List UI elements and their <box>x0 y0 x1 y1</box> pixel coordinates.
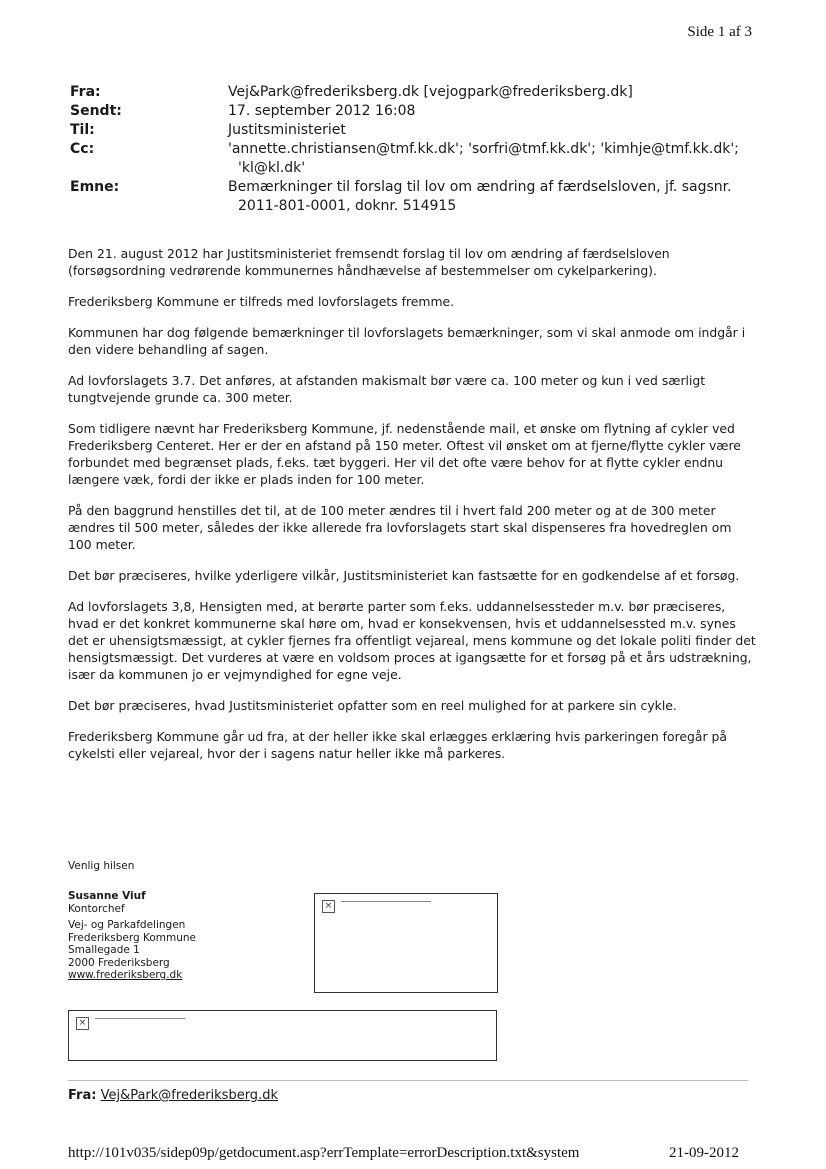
subject-line1: Bemærkninger til forslag til lov om ændring af færdselsloven, jf. sagsnr. <box>228 179 732 195</box>
body-paragraph: På den baggrund henstilles det til, at de 100 meter ændres til i hvert fald 200 meter og at de 300 meter ændres til 500 meter, således der ikke allerede fra lovforslagets start skal dispenseres fra hovedreglen om 100 meter. <box>68 503 732 552</box>
to-value: Justitsministeriet <box>228 122 346 138</box>
header-row-sent <box>70 102 760 121</box>
subject-line2: 2011-801-0001, doknr. 514915 <box>238 198 457 214</box>
body-paragraph: Den 21. august 2012 har Justitsministeriet fremsendt forslag til lov om ændring af færdselsloven (forsøgsordning vedrørende kommunernes håndhævelse af bestemmelser om cykelparkering). <box>68 246 670 278</box>
cc-value-line2: 'kl@kl.dk' <box>238 160 306 176</box>
body-paragraph: Det bør præciseres, hvilke yderligere vilkår, Justitsministeriet kan fastsætte for en godkendelse af et forsøg. <box>68 568 740 583</box>
body-paragraph: Ad lovforslagets 3,8, Hensigten med, at berørte parter som f.eks. uddannelsessteder m.v. bør præciseres, hvad er det konkret kommunerne skal høre om, hvad er konsekvensen, hvis et uddannelsessted m.v. synes det er uhensigtsmæssigt, at cykler fjernes fra offentligt vejareal, mens kommune og det lokale politi finder det hensigtsmæssigt. Det vurderes at være en voldsom proces at igangsætte for et forsøg på et års udstrækning, især da kommunen jo er vejmyndighed for egne veje. <box>68 599 756 682</box>
print-url: http://101v035/sidep09p/getdocument.asp?errTemplate=errorDescription.txt&system <box>68 1145 580 1161</box>
signature-department: Vej- og Parkafdelingen <box>68 919 186 931</box>
signature-city: 2000 Frederiksberg <box>68 956 170 969</box>
signature-organization: Frederiksberg Kommune <box>68 931 197 944</box>
broken-image-icon: × <box>322 900 335 913</box>
broken-image-alt-line <box>341 901 431 902</box>
quoted-from-address-link[interactable]: Vej&Park@frederiksberg.dk <box>100 1088 278 1103</box>
subject-value <box>228 178 760 216</box>
broken-image-placeholder <box>314 893 498 993</box>
cc-label: Cc: <box>70 141 95 157</box>
header-row-to <box>70 121 760 140</box>
signature-website-link[interactable]: www.frederiksberg.dk <box>68 969 183 981</box>
print-date: 21-09-2012 <box>669 1145 739 1161</box>
body-paragraph: Det bør præciseres, hvad Justitsministeriet opfatter som en reel mulighed for at parkere sin cykle. <box>68 698 677 713</box>
quoted-from-label: Fra: <box>68 1088 97 1103</box>
body-paragraph: Frederiksberg Kommune går ud fra, at der heller ikke skal erlægges erklæring hvis parkeringen foregår på cykelsti eller vejareal, hvor der i sagens natur heller ikke må parkeres. <box>68 729 727 761</box>
broken-image-icon: × <box>76 1017 89 1030</box>
signature-street: Smallegade 1 <box>68 944 140 956</box>
from-value: Vej&Park@frederiksberg.dk [vejogpark@frederiksberg.dk] <box>228 84 633 100</box>
body-paragraph: Ad lovforslagets 3.7. Det anføres, at afstanden makismalt bør være ca. 100 meter og kun i ved særligt tungtvejende grunde ca. 300 meter. <box>68 373 706 405</box>
cc-value-line1: 'annette.christiansen@tmf.kk.dk'; 'sorfri@tmf.kk.dk'; 'kimhje@tmf.kk.dk'; <box>228 141 739 157</box>
body-paragraph: Kommunen har dog følgende bemærkninger til lovforslagets bemærkninger, som vi skal anmode om indgår i den videre behandling af sagen. <box>68 325 746 357</box>
email-header <box>70 83 760 216</box>
signature-title: Kontorchef <box>68 902 125 915</box>
message-divider <box>68 1080 748 1081</box>
cc-value <box>228 140 760 178</box>
to-label: Til: <box>70 122 95 138</box>
quoted-from-line <box>68 1088 278 1103</box>
page-number: Side 1 af 3 <box>687 24 752 40</box>
broken-image-placeholder <box>68 1010 497 1061</box>
sent-value: 17. september 2012 16:08 <box>228 103 416 119</box>
email-body <box>68 245 758 776</box>
broken-image-alt-line <box>95 1018 185 1019</box>
header-row-from <box>70 83 760 102</box>
body-paragraph: Som tidligere nævnt har Frederiksberg Kommune, jf. nedenstående mail, et ønske om flytning af cykler ved Frederiksberg Centeret. Her er der en afstand på 150 meter. Oftest vil ønsket om at fjerne/flytte cykler være forbundet med begrænset plads, f.eks. tæt byggeri. Her vil det ofte være behov for at flytte cykler endnu længere væk, fordi der ikke er plads inden for 100 meter. <box>68 421 741 487</box>
signature-name: Susanne Viuf <box>68 890 146 902</box>
sent-label: Sendt: <box>70 103 122 119</box>
header-row-cc <box>70 140 760 178</box>
body-paragraph: Frederiksberg Kommune er tilfreds med lovforslagets fremme. <box>68 294 455 309</box>
from-label: Fra: <box>70 84 101 100</box>
closing-greeting: Venlig hilsen <box>68 860 135 872</box>
subject-label: Emne: <box>70 179 120 195</box>
signature-block <box>68 890 196 982</box>
header-row-subject <box>70 178 760 216</box>
